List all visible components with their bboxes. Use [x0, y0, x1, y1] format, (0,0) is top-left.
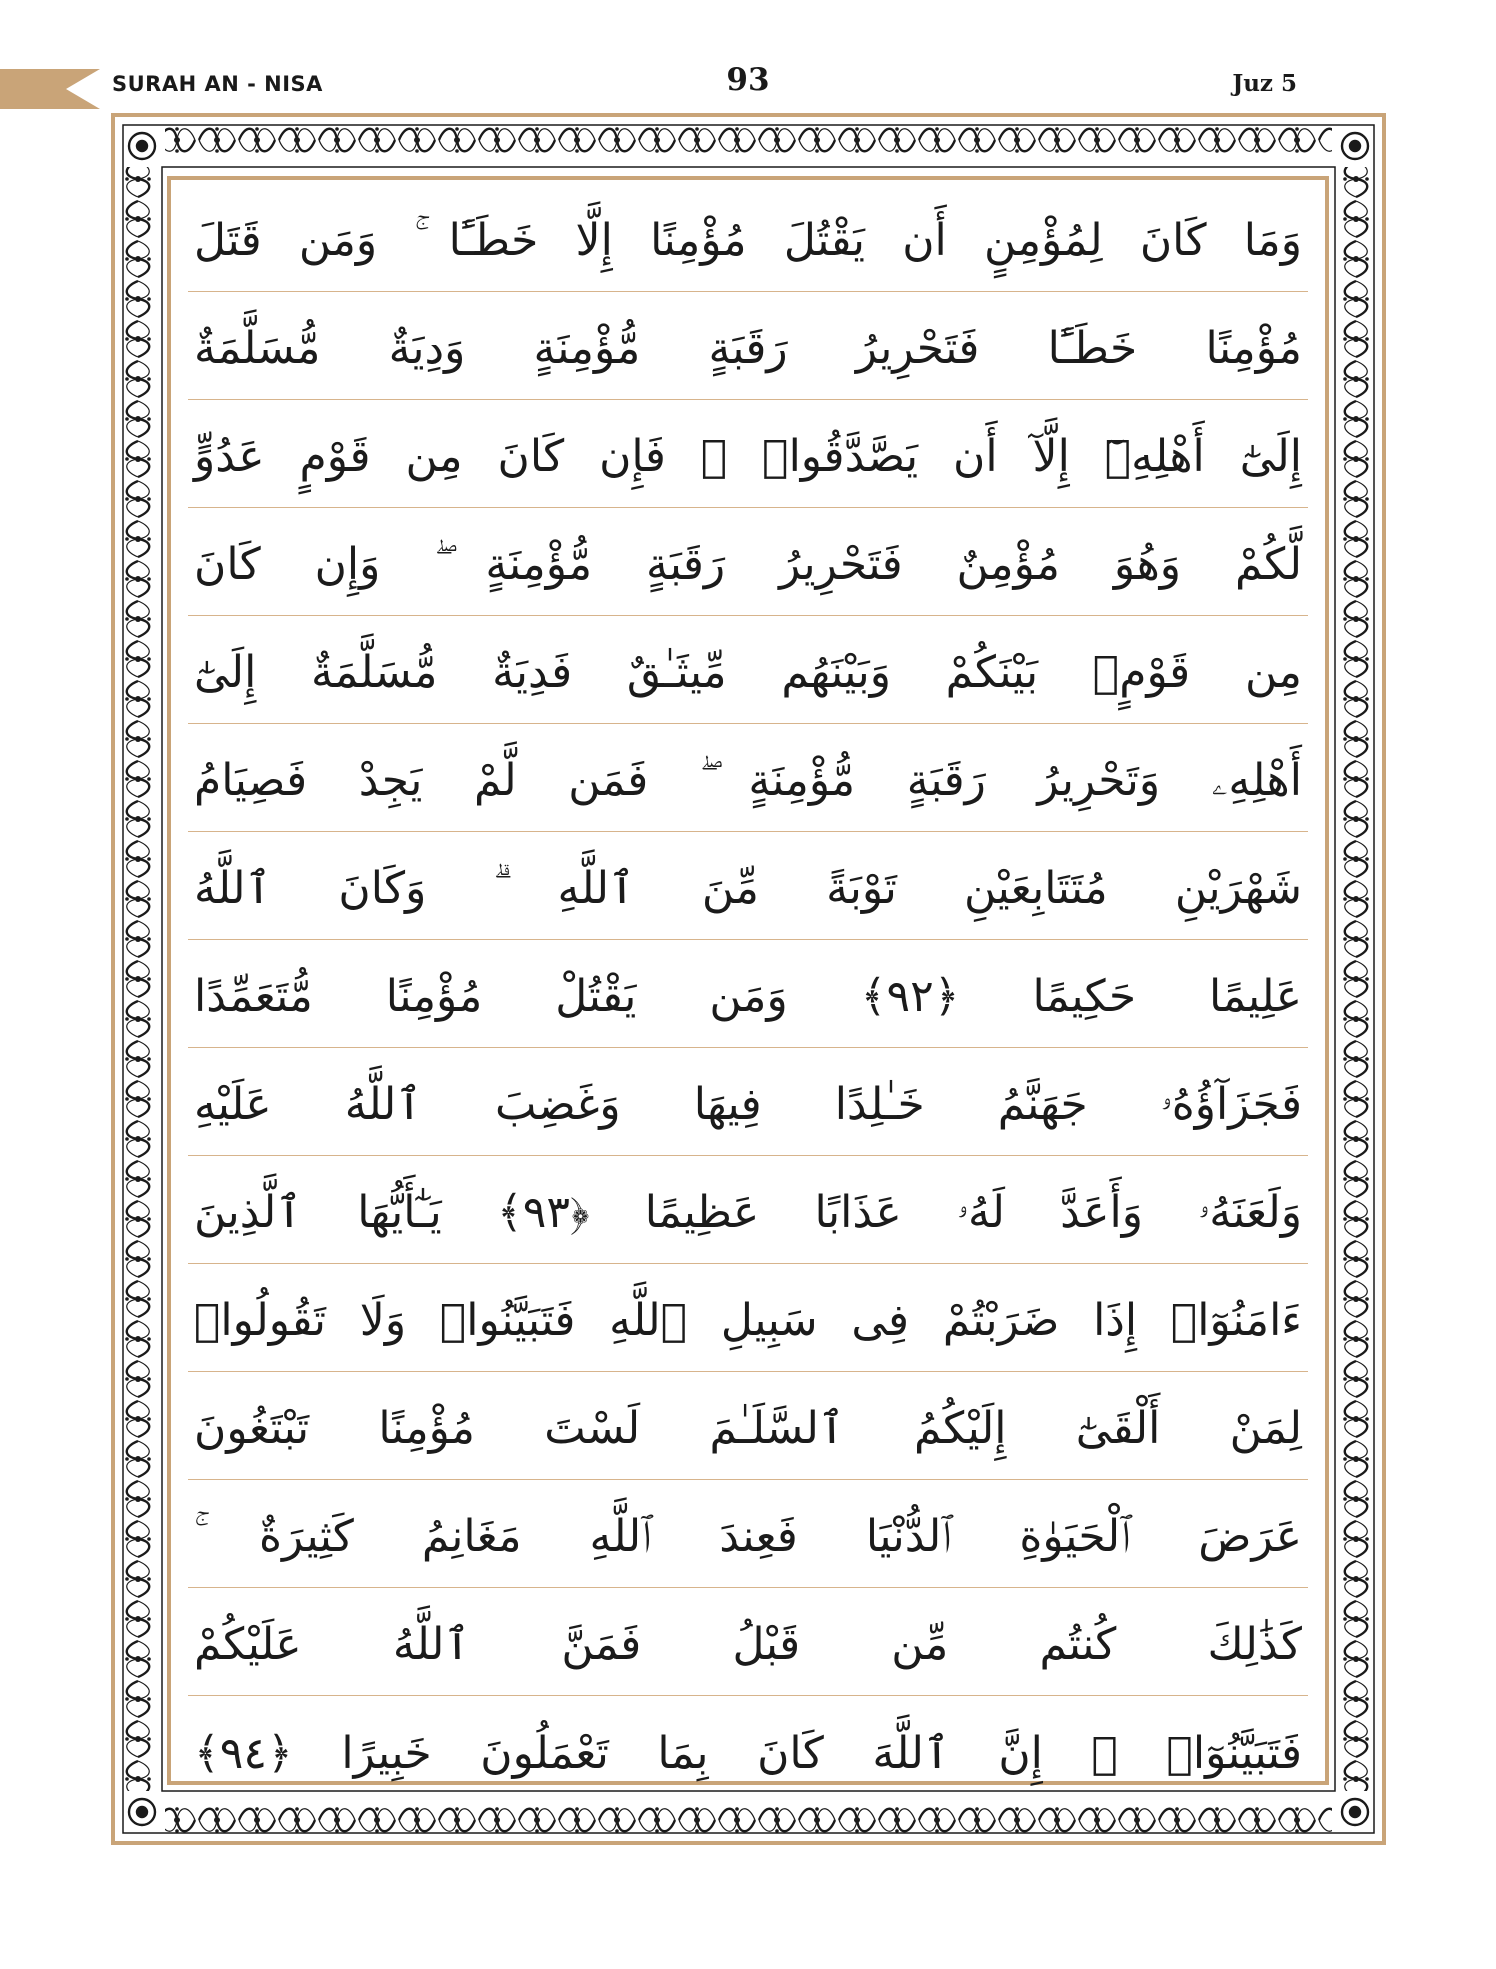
text-line: [188, 1588, 1308, 1696]
text-line-content: شَهْرَيْنِ مُتَتَابِعَيْنِ تَوْبَةً مِّنَ ٱللَّهِ ۗ وَكَانَ ٱللَّهُ: [194, 863, 1302, 915]
text-line-content: فَتَبَيَّنُوٓا۟ ۚ إِنَّ ٱللَّهَ كَانَ بِمَا تَعْمَلُونَ خَبِيرًا ﴿٩٤﴾: [194, 1727, 1302, 1779]
text-line: [188, 616, 1308, 724]
text-line-content: كَذَٰلِكَ كُنتُم مِّن قَبْلُ فَمَنَّ ٱللَّهُ عَلَيْكُمْ: [194, 1619, 1302, 1671]
text-line-content: وَمَا كَانَ لِمُؤْمِنٍ أَن يَقْتُلَ مُؤْمِنًا إِلَّا خَطَـًٔا ۚ وَمَن قَتَلَ: [194, 215, 1302, 267]
text-line-content: أَهْلِهِۦ وَتَحْرِيرُ رَقَبَةٍ مُّؤْمِنَةٍ ۖ فَمَن لَّمْ يَجِدْ فَصِيَامُ: [194, 755, 1302, 807]
text-line: [188, 1372, 1308, 1480]
juz-label: Juz 5: [1232, 70, 1297, 97]
text-line: [188, 1480, 1308, 1588]
text-line: [188, 1696, 1308, 1804]
text-line-content: إِلَىٰٓ أَهْلِهِۦٓ إِلَّآ أَن يَصَّدَّقُوا۟ ۚ فَإِن كَانَ مِن قَوْمٍ عَدُوٍّ: [194, 431, 1302, 483]
text-line-content: مُؤْمِنًا خَطَـًٔا فَتَحْرِيرُ رَقَبَةٍ مُّؤْمِنَةٍ وَدِيَةٌ مُّسَلَّمَةٌ: [194, 323, 1302, 375]
text-line: [188, 1156, 1308, 1264]
text-line-content: لَّكُمْ وَهُوَ مُؤْمِنٌ فَتَحْرِيرُ رَقَبَةٍ مُّؤْمِنَةٍ ۖ وَإِن كَانَ: [194, 539, 1302, 591]
text-line-content: عَلِيمًا حَكِيمًا ﴿٩٢﴾ وَمَن يَقْتُلْ مُؤْمِنًا مُّتَعَمِّدًا: [194, 971, 1302, 1023]
text-line-content: وَلَعَنَهُۥ وَأَعَدَّ لَهُۥ عَذَابًا عَظِيمًا ﴿٩٣﴾ يَـٰٓأَيُّهَا ٱلَّذِينَ: [194, 1187, 1302, 1239]
page-number: 93: [726, 62, 770, 98]
text-line-content: فَجَزَآؤُهُۥ جَهَنَّمُ خَـٰلِدًا فِيهَا وَغَضِبَ ٱللَّهُ عَلَيْهِ: [194, 1079, 1302, 1131]
text-line: [188, 724, 1308, 832]
text-line: [188, 508, 1308, 616]
text-line: [188, 184, 1308, 292]
text-line-content: ءَامَنُوٓا۟ إِذَا ضَرَبْتُمْ فِى سَبِيلِ ٱللَّهِ فَتَبَيَّنُوا۟ وَلَا تَقُولُوا۟: [194, 1295, 1302, 1347]
text-line: [188, 940, 1308, 1048]
surah-title: SURAH AN - NISA: [112, 72, 323, 96]
text-line-content: لِمَنْ أَلْقَىٰٓ إِلَيْكُمُ ٱلسَّلَـٰمَ لَسْتَ مُؤْمِنًا تَبْتَغُونَ: [194, 1403, 1302, 1455]
text-line-content: مِن قَوْمٍۭ بَيْنَكُمْ وَبَيْنَهُم مِّيثَـٰقٌ فَدِيَةٌ مُّسَلَّمَةٌ إِلَىٰٓ: [194, 647, 1302, 699]
text-line-content: عَرَضَ ٱلْحَيَوٰةِ ٱلدُّنْيَا فَعِندَ ٱللَّهِ مَغَانِمُ كَثِيرَةٌ ۚ: [194, 1511, 1302, 1563]
text-line: [188, 1048, 1308, 1156]
text-line: [188, 400, 1308, 508]
text-line: [188, 832, 1308, 940]
text-line: [188, 292, 1308, 400]
text-line: [188, 1264, 1308, 1372]
quran-text-block: [188, 184, 1308, 1804]
